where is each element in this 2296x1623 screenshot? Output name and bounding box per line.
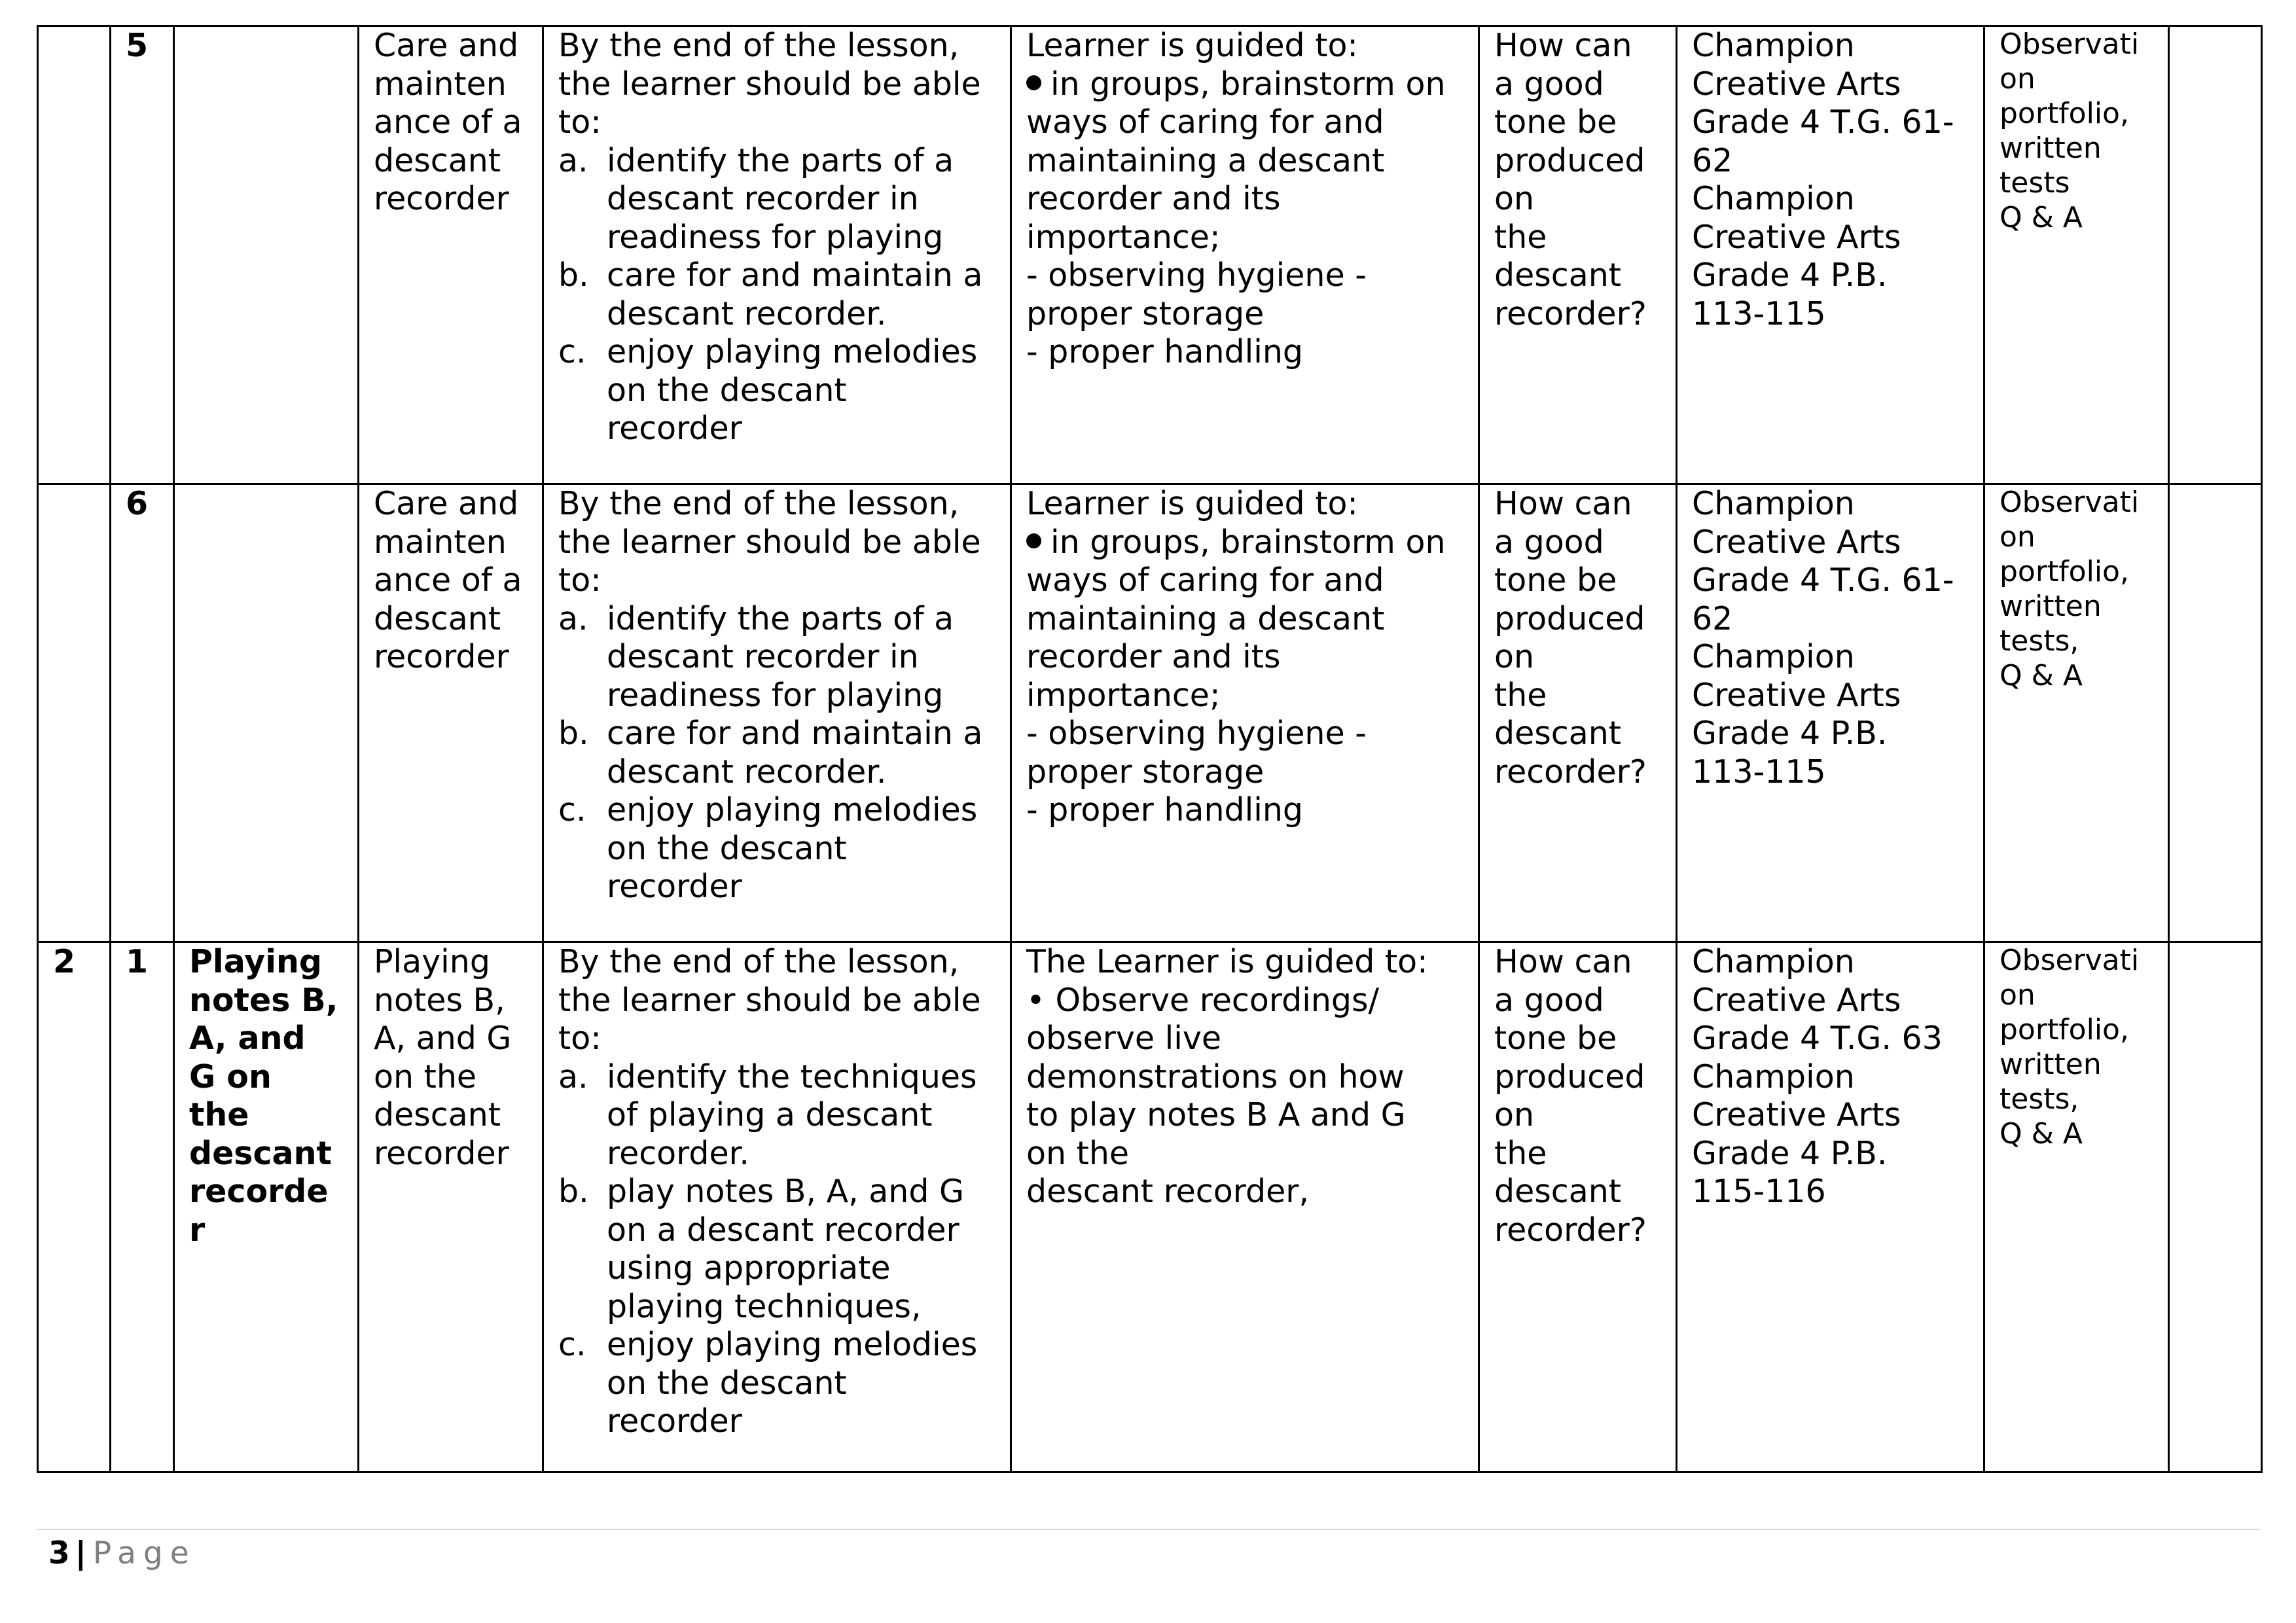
outcome-item	[558, 142, 1002, 257]
assessment-line: on	[2000, 520, 2036, 554]
strand-line: r	[189, 1211, 206, 1249]
experience-line: proper storage	[1026, 753, 1265, 791]
resource-line: Champion	[1692, 638, 1855, 675]
outcome-line: enjoy playing melodies	[607, 791, 978, 829]
outcome-item	[558, 791, 1002, 906]
sub-strand-line: recorder	[374, 180, 509, 217]
resource-line: Champion	[1692, 180, 1855, 217]
experience-line: ways of caring for and	[1026, 103, 1384, 141]
experiences-intro: Learner is guided to:	[1026, 27, 1358, 64]
experience-line: importance;	[1026, 676, 1221, 714]
bullet-icon	[1026, 533, 1041, 548]
sub-strand-line: on the	[374, 1058, 477, 1096]
outcomes-list	[558, 142, 1002, 448]
experience-line: maintaining a descant	[1026, 141, 1385, 179]
page-number: 3	[48, 1535, 70, 1571]
inquiry-line: on	[1494, 1096, 1535, 1133]
week-cell	[38, 26, 111, 484]
remarks-cell	[2169, 484, 2262, 942]
assessment-line: written	[2000, 1048, 2102, 1081]
outcome-line: readiness for playing	[607, 218, 944, 256]
strand-line: G on	[189, 1058, 272, 1096]
outcome-label: b.	[558, 1173, 589, 1210]
outcomes-intro-line: By the end of the lesson,	[558, 485, 960, 522]
resources-cell	[1677, 942, 1984, 1472]
outcome-line: on the descant	[607, 371, 847, 409]
assessment-cell	[1984, 26, 2169, 484]
assessment-line: written	[2000, 590, 2102, 623]
table-row	[38, 26, 2262, 484]
outcome-line: on the descant	[607, 1364, 847, 1402]
outcome-line: descant recorder.	[607, 753, 887, 791]
strand-cell	[174, 26, 359, 484]
inquiry-line: produced	[1494, 141, 1645, 179]
resource-line: Grade 4 T.G. 61-	[1692, 562, 1954, 599]
inquiry-line: a good	[1494, 981, 1604, 1019]
outcome-item	[558, 1058, 1002, 1173]
inquiry-line: produced	[1494, 1058, 1645, 1096]
outcome-line: on a descant recorder	[607, 1211, 960, 1249]
assessment-line: portfolio,	[2000, 97, 2129, 130]
experience-line: proper storage	[1026, 294, 1265, 332]
inquiry-line: recorder?	[1494, 753, 1647, 791]
outcome-line: recorder	[607, 868, 742, 905]
experience-line: importance;	[1026, 218, 1221, 256]
outcome-line: enjoy playing melodies	[607, 1326, 978, 1363]
outcome-label: b.	[558, 715, 589, 752]
outcome-item	[558, 715, 1002, 791]
learning-outcomes-cell	[543, 26, 1011, 484]
strand-line: descant	[189, 1134, 332, 1172]
outcome-line: recorder	[607, 1402, 742, 1440]
strand-line: recorde	[189, 1173, 329, 1210]
experiences-intro: Learner is guided to:	[1026, 485, 1358, 522]
outcome-item	[558, 333, 1002, 448]
assessment-line: Q & A	[2000, 201, 2083, 234]
inquiry-line: tone be	[1494, 103, 1617, 141]
assessment-line: tests,	[2000, 624, 2079, 658]
resource-line: Creative Arts	[1692, 981, 1901, 1019]
experiences-intro: The Learner is guided to:	[1026, 943, 1428, 980]
sub-strand-line: descant	[374, 1096, 501, 1133]
experience-line: in groups, brainstorm on	[1050, 65, 1446, 103]
outcomes-intro-line: to:	[558, 562, 601, 599]
inquiry-line: How can	[1494, 485, 1632, 522]
remarks-cell	[2169, 942, 2262, 1472]
resource-line: Grade 4 T.G. 63	[1692, 1020, 1943, 1057]
resource-line: Champion	[1692, 27, 1855, 64]
table-row	[38, 484, 2262, 942]
inquiry-line: the	[1494, 676, 1547, 714]
sub-strand-line: ance of a	[374, 103, 522, 141]
outcomes-intro-line: the learner should be able	[558, 65, 981, 103]
sub-strand-line: Care and	[374, 27, 519, 64]
assessment-line: on	[2000, 978, 2036, 1012]
resource-line: Creative Arts	[1692, 65, 1901, 103]
key-inquiry-cell	[1479, 26, 1677, 484]
learning-outcomes-cell	[543, 942, 1011, 1472]
sub-strand-cell	[359, 26, 543, 484]
outcome-line: enjoy playing melodies	[607, 333, 978, 370]
experience-line: recorder and its	[1026, 638, 1281, 675]
inquiry-line: on	[1494, 638, 1535, 675]
experience-line: in groups, brainstorm on	[1050, 523, 1446, 561]
inquiry-line: on	[1494, 180, 1535, 217]
assessment-line: tests,	[2000, 1082, 2079, 1116]
outcome-line: care for and maintain a	[607, 715, 983, 752]
footer-separator: |	[75, 1535, 86, 1571]
sub-strand-line: recorder	[374, 638, 509, 675]
resource-line: Creative Arts	[1692, 1096, 1901, 1133]
learning-experiences-cell	[1011, 26, 1479, 484]
resource-line: Champion	[1692, 943, 1855, 980]
outcome-item	[558, 257, 1002, 333]
inquiry-line: produced	[1494, 599, 1645, 637]
outcome-item	[558, 600, 1002, 715]
sub-strand-line: A, and G	[374, 1020, 512, 1057]
outcome-line: of playing a descant	[607, 1096, 933, 1133]
outcomes-intro-line: the learner should be able	[558, 981, 981, 1019]
outcome-line: identify the techniques	[607, 1058, 977, 1096]
scheme-of-work-table	[37, 25, 2263, 1473]
sub-strand-line: notes B,	[374, 981, 505, 1019]
assessment-line: portfolio,	[2000, 1013, 2129, 1046]
lesson-cell: 5	[111, 26, 174, 484]
outcomes-list	[558, 600, 1002, 906]
sub-strand-cell	[359, 942, 543, 1472]
resource-line: 62	[1692, 141, 1733, 179]
resource-line: 113-115	[1692, 294, 1826, 332]
assessment-line: Q & A	[2000, 659, 2083, 692]
sub-strand-line: descant	[374, 141, 501, 179]
strand-line: the	[189, 1096, 249, 1133]
experience-line: demonstrations on how	[1026, 1058, 1405, 1096]
inquiry-line: a good	[1494, 523, 1604, 561]
experience-line: on the	[1026, 1134, 1130, 1172]
inquiry-line: recorder?	[1494, 294, 1647, 332]
experience-line: descant recorder,	[1026, 1173, 1309, 1210]
outcome-line: play notes B, A, and G	[607, 1173, 964, 1210]
outcome-line: on the descant	[607, 829, 847, 867]
experience-line: recorder and its	[1026, 180, 1281, 217]
inquiry-line: descant	[1494, 715, 1622, 752]
resource-line: Grade 4 T.G. 61-	[1692, 103, 1954, 141]
inquiry-line: a good	[1494, 65, 1604, 103]
outcome-line: recorder.	[607, 1134, 749, 1172]
bullet-icon	[1026, 75, 1041, 90]
outcome-line: playing techniques,	[607, 1287, 922, 1325]
sub-strand-line: mainten	[374, 65, 507, 103]
resource-line: Creative Arts	[1692, 523, 1901, 561]
key-inquiry-cell	[1479, 942, 1677, 1472]
strand-line: A, and	[189, 1020, 306, 1057]
outcome-line: descant recorder in	[607, 180, 919, 217]
resource-line: Grade 4 P.B.	[1692, 257, 1888, 294]
sub-strand-line: ance of a	[374, 562, 522, 599]
week-cell: 2	[38, 942, 111, 1472]
outcomes-intro-line: By the end of the lesson,	[558, 943, 960, 980]
inquiry-line: descant	[1494, 257, 1622, 294]
resource-line: Champion	[1692, 1058, 1855, 1096]
experience-line: ways of caring for and	[1026, 562, 1384, 599]
resource-line: Creative Arts	[1692, 218, 1901, 256]
assessment-line: Q & A	[2000, 1117, 2083, 1150]
assessment-line: Observati	[2000, 486, 2140, 519]
outcomes-intro-line: to:	[558, 1020, 601, 1057]
resources-cell	[1677, 26, 1984, 484]
outcome-label: c.	[558, 791, 586, 829]
footer-divider	[37, 1529, 2261, 1530]
page-word: Page	[92, 1535, 196, 1571]
outcome-item	[558, 1173, 1002, 1326]
experience-line: • Observe recordings/	[1026, 981, 1380, 1019]
inquiry-line: How can	[1494, 943, 1632, 980]
outcomes-intro-line: to:	[558, 103, 601, 141]
strand-cell	[174, 942, 359, 1472]
inquiry-line: the	[1494, 1134, 1547, 1172]
learning-outcomes-cell	[543, 484, 1011, 942]
strand-cell	[174, 484, 359, 942]
outcome-line: identify the parts of a	[607, 599, 954, 637]
resource-line: 62	[1692, 599, 1733, 637]
inquiry-line: How can	[1494, 27, 1632, 64]
inquiry-line: the	[1494, 218, 1547, 256]
assessment-cell	[1984, 484, 2169, 942]
inquiry-line: recorder?	[1494, 1211, 1647, 1249]
outcomes-intro-line: By the end of the lesson,	[558, 27, 960, 64]
lesson-cell: 6	[111, 484, 174, 942]
learning-experiences-cell	[1011, 942, 1479, 1472]
inquiry-line: descant	[1494, 1173, 1622, 1210]
outcome-line: readiness for playing	[607, 676, 944, 714]
experience-line: - observing hygiene -	[1026, 257, 1367, 294]
outcomes-list	[558, 1058, 1002, 1441]
strand-line: notes B,	[189, 981, 338, 1019]
resources-cell	[1677, 484, 1984, 942]
sub-strand-line: Playing	[374, 943, 490, 980]
key-inquiry-cell	[1479, 484, 1677, 942]
page-footer	[48, 1534, 196, 1573]
outcome-line: descant recorder in	[607, 638, 919, 675]
resource-line: Grade 4 P.B.	[1692, 1134, 1888, 1172]
assessment-cell	[1984, 942, 2169, 1472]
assessment-line: portfolio,	[2000, 555, 2129, 588]
remarks-cell	[2169, 26, 2262, 484]
outcome-label: a.	[558, 1058, 588, 1096]
outcome-line: descant recorder.	[607, 294, 887, 332]
outcome-label: a.	[558, 141, 588, 179]
assessment-line: tests	[2000, 166, 2070, 200]
table-row	[38, 942, 2262, 1472]
experience-line: - proper handling	[1026, 333, 1304, 370]
outcome-label: c.	[558, 1326, 586, 1363]
inquiry-line: tone be	[1494, 562, 1617, 599]
outcome-line: using appropriate	[607, 1249, 891, 1287]
outcome-label: b.	[558, 257, 589, 294]
experience-line: - proper handling	[1026, 791, 1304, 829]
outcomes-intro-line: the learner should be able	[558, 523, 981, 561]
resource-line: 113-115	[1692, 753, 1826, 791]
resource-line: Grade 4 P.B.	[1692, 715, 1888, 752]
resource-line: 115-116	[1692, 1173, 1826, 1210]
sub-strand-line: mainten	[374, 523, 507, 561]
assessment-line: on	[2000, 62, 2036, 96]
experience-line: maintaining a descant	[1026, 599, 1385, 637]
lesson-cell: 1	[111, 942, 174, 1472]
sub-strand-line: Care and	[374, 485, 519, 522]
sub-strand-line: recorder	[374, 1134, 509, 1172]
week-cell	[38, 484, 111, 942]
sub-strand-cell	[359, 484, 543, 942]
assessment-line: Observati	[2000, 27, 2140, 61]
experience-line: to play notes B A and G	[1026, 1096, 1406, 1133]
experience-line: observe live	[1026, 1020, 1221, 1057]
experience-line: - observing hygiene -	[1026, 715, 1367, 752]
outcome-line: identify the parts of a	[607, 141, 954, 179]
outcome-line: recorder	[607, 410, 742, 447]
strand-line: Playing	[189, 943, 322, 980]
assessment-line: written	[2000, 132, 2102, 165]
outcome-label: a.	[558, 599, 588, 637]
inquiry-line: tone be	[1494, 1020, 1617, 1057]
resource-line: Creative Arts	[1692, 676, 1901, 714]
assessment-line: Observati	[2000, 944, 2140, 977]
resource-line: Champion	[1692, 485, 1855, 522]
sub-strand-line: descant	[374, 599, 501, 637]
learning-experiences-cell	[1011, 484, 1479, 942]
outcome-item	[558, 1326, 1002, 1441]
outcome-line: care for and maintain a	[607, 257, 983, 294]
outcome-label: c.	[558, 333, 586, 370]
